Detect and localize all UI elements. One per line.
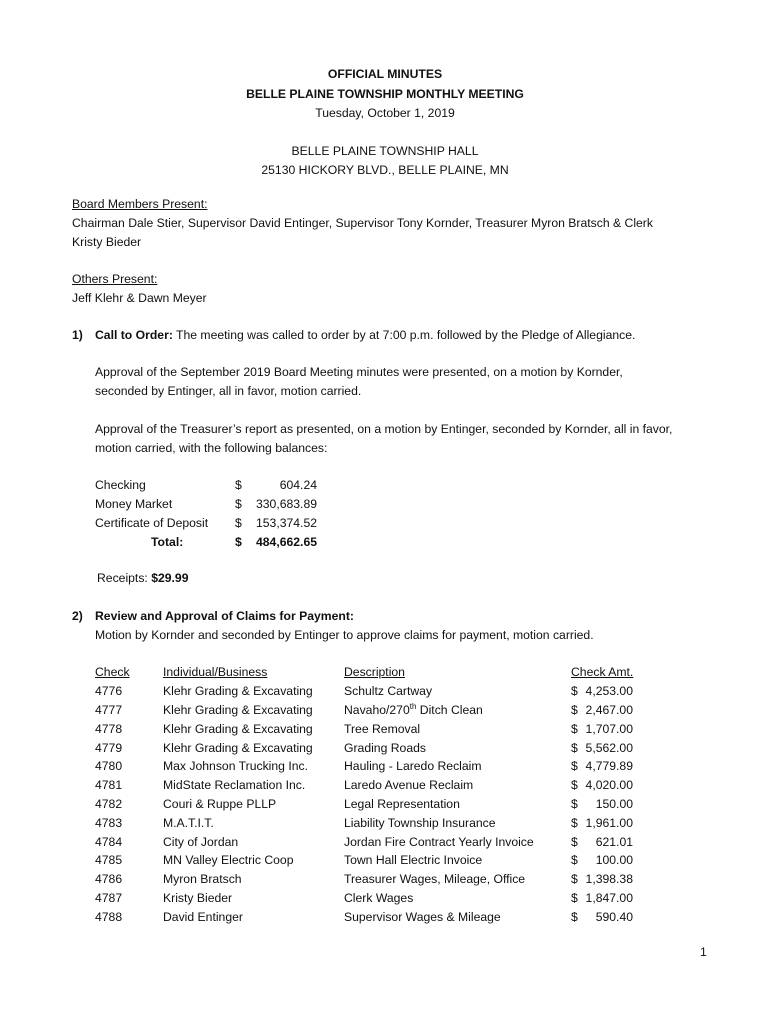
meeting-date: Tuesday, October 1, 2019 xyxy=(315,106,455,120)
amount-cell xyxy=(571,701,651,720)
currency-symbol: $ xyxy=(571,796,578,811)
balance-total-row xyxy=(95,532,317,551)
description: Schultz Cartway xyxy=(344,684,433,699)
amount-cell xyxy=(571,795,651,814)
minutes-approval-line2: seconded by Entinger, all in favor, motion carried. xyxy=(95,384,362,398)
balance-total-currency: $ xyxy=(235,534,242,549)
table-row xyxy=(95,889,651,908)
board-heading: Board Members Present: xyxy=(72,197,208,211)
balance-amount: 153,374.52 xyxy=(256,515,317,530)
check-amount: 2,467.00 xyxy=(585,702,633,717)
check-amount: 1,707.00 xyxy=(585,721,633,736)
table-row xyxy=(95,757,651,776)
description: Jordan Fire Contract Yearly Invoice xyxy=(344,834,534,849)
amount-cell xyxy=(571,719,651,738)
receipts-line xyxy=(97,571,188,585)
check-amount: 4,253.00 xyxy=(585,684,633,699)
check-number: 4787 xyxy=(95,890,123,905)
description: Liability Township Insurance xyxy=(344,815,496,830)
claims-motion-text: Motion by Kornder and seconded by Entinger to approve claims for payment, motion carried. xyxy=(95,628,594,642)
treasurer-approval-line1: Approval of the Treasurer’s report as presented, on a motion by Entinger, seconded by Kornder, all in favor, xyxy=(95,422,673,436)
claims-table xyxy=(95,663,651,926)
table-row xyxy=(95,851,651,870)
payee: M.A.T.I.T. xyxy=(163,815,214,830)
description-suffix: Ditch Clean xyxy=(416,702,483,717)
table-row xyxy=(95,738,651,757)
amount-cell xyxy=(571,813,651,832)
check-amount: 4,779.89 xyxy=(585,759,633,774)
balance-total-label: Total: xyxy=(151,534,184,549)
payee: Klehr Grading & Excavating xyxy=(163,684,313,699)
doc-subtitle: BELLE PLAINE TOWNSHIP MONTHLY MEETING xyxy=(246,87,524,101)
currency-symbol: $ xyxy=(571,740,578,755)
amount-cell xyxy=(571,851,651,870)
description: Legal Representation xyxy=(344,796,460,811)
amount-cell xyxy=(571,832,651,851)
description: Tree Removal xyxy=(344,721,421,736)
check-number: 4784 xyxy=(95,834,123,849)
check-amount: 4,020.00 xyxy=(585,778,633,793)
section2-number: 2) xyxy=(72,609,83,623)
column-header-description: Description xyxy=(344,665,405,680)
payee: Couri & Ruppe PLLP xyxy=(163,796,277,811)
receipts-value: $29.99 xyxy=(151,571,189,585)
payee: Klehr Grading & Excavating xyxy=(163,721,313,736)
amount-cell xyxy=(571,776,651,795)
check-number: 4780 xyxy=(95,759,123,774)
balance-row xyxy=(95,476,317,495)
description: Hauling - Laredo Reclaim xyxy=(344,759,482,774)
column-header-amount: Check Amt. xyxy=(571,665,634,680)
currency-symbol: $ xyxy=(571,759,578,774)
balance-currency: $ xyxy=(235,478,242,493)
table-row xyxy=(95,813,651,832)
currency-symbol: $ xyxy=(571,702,578,717)
call-to-order-paragraph xyxy=(95,328,635,342)
check-number: 4778 xyxy=(95,721,123,736)
balance-label: Checking xyxy=(95,478,146,493)
check-amount: 5,562.00 xyxy=(585,740,633,755)
currency-symbol: $ xyxy=(571,853,578,868)
location-name: BELLE PLAINE TOWNSHIP HALL xyxy=(291,144,479,158)
location-address: 25130 HICKORY BLVD., BELLE PLAINE, MN xyxy=(261,163,509,177)
board-members-line1: Chairman Dale Stier, Supervisor David Entinger, Supervisor Tony Kornder, Treasurer Myron Bratsch & Clerk xyxy=(72,216,653,230)
currency-symbol: $ xyxy=(571,684,578,699)
check-number: 4786 xyxy=(95,872,123,887)
check-amount: 150.00 xyxy=(595,796,633,811)
check-number: 4788 xyxy=(95,909,123,924)
payee: Max Johnson Trucking Inc. xyxy=(163,759,308,774)
others-names: Jeff Klehr & Dawn Meyer xyxy=(72,291,207,305)
description: Town Hall Electric Invoice xyxy=(344,853,483,868)
check-amount: 1,398.38 xyxy=(585,872,633,887)
receipts-label: Receipts: xyxy=(97,571,148,585)
check-amount: 1,961.00 xyxy=(585,815,633,830)
description: Supervisor Wages & Mileage xyxy=(344,909,501,924)
table-row xyxy=(95,795,651,814)
claims-heading: Review and Approval of Claims for Payment: xyxy=(95,609,354,623)
balance-row xyxy=(95,495,317,514)
call-to-order-heading: Call to Order: xyxy=(95,328,173,342)
others-heading: Others Present: xyxy=(72,272,158,286)
payee: David Entinger xyxy=(163,909,243,924)
table-row xyxy=(95,719,651,738)
balances-table xyxy=(95,476,317,551)
amount-cell xyxy=(571,738,651,757)
currency-symbol: $ xyxy=(571,890,578,905)
check-amount: 590.40 xyxy=(595,909,633,924)
check-amount: 621.01 xyxy=(595,834,633,849)
balance-currency: $ xyxy=(235,515,242,530)
description: Treasurer Wages, Mileage, Office xyxy=(344,872,526,887)
balance-row xyxy=(95,514,317,533)
balance-amount: 330,683.89 xyxy=(256,497,317,512)
call-to-order-text: The meeting was called to order by at 7:00 p.m. followed by the Pledge of Allegiance. xyxy=(176,328,636,342)
description-cell xyxy=(344,701,571,720)
currency-symbol: $ xyxy=(571,872,578,887)
page-number: 1 xyxy=(700,945,707,959)
description: Navaho/270 xyxy=(344,702,410,717)
check-amount: 100.00 xyxy=(595,853,633,868)
balance-total-amount: 484,662.65 xyxy=(256,534,317,549)
amount-cell xyxy=(571,889,651,908)
treasurer-approval-line2: motion carried, with the following balances: xyxy=(95,441,328,455)
description: Clerk Wages xyxy=(344,890,414,905)
currency-symbol: $ xyxy=(571,815,578,830)
table-row xyxy=(95,907,651,926)
table-row xyxy=(95,701,651,720)
amount-cell xyxy=(571,757,651,776)
currency-symbol: $ xyxy=(571,909,578,924)
currency-symbol: $ xyxy=(571,721,578,736)
table-row xyxy=(95,870,651,889)
balance-currency: $ xyxy=(235,497,242,512)
check-number: 4785 xyxy=(95,853,123,868)
payee: MidState Reclamation Inc. xyxy=(163,778,306,793)
check-number: 4783 xyxy=(95,815,123,830)
table-row xyxy=(95,682,651,701)
column-header-payee: Individual/Business xyxy=(163,665,268,680)
check-number: 4777 xyxy=(95,702,123,717)
payee: MN Valley Electric Coop xyxy=(163,853,294,868)
amount-cell xyxy=(571,682,651,701)
check-number: 4782 xyxy=(95,796,123,811)
payee: Myron Bratsch xyxy=(163,872,242,887)
description-superscript: th xyxy=(409,701,417,711)
amount-cell xyxy=(571,870,651,889)
currency-symbol: $ xyxy=(571,778,578,793)
board-members-line2: Kristy Bieder xyxy=(72,235,142,249)
balance-label: Certificate of Deposit xyxy=(95,515,209,530)
check-number: 4779 xyxy=(95,740,123,755)
payee: Klehr Grading & Excavating xyxy=(163,702,313,717)
column-header-check: Check xyxy=(95,665,130,680)
payee: Klehr Grading & Excavating xyxy=(163,740,313,755)
description: Laredo Avenue Reclaim xyxy=(344,778,474,793)
check-number: 4776 xyxy=(95,684,123,699)
section1-number: 1) xyxy=(72,328,83,342)
doc-title: OFFICIAL MINUTES xyxy=(327,67,443,81)
check-amount: 1,847.00 xyxy=(585,890,633,905)
claims-header-row xyxy=(95,663,651,682)
description: Grading Roads xyxy=(344,740,426,755)
balance-label: Money Market xyxy=(95,497,173,512)
check-number: 4781 xyxy=(95,778,123,793)
currency-symbol: $ xyxy=(571,834,578,849)
payee: Kristy Bieder xyxy=(163,890,233,905)
table-row xyxy=(95,832,651,851)
table-row xyxy=(95,776,651,795)
minutes-approval-line1: Approval of the September 2019 Board Meeting minutes were presented, on a motion by Kornder, xyxy=(95,365,623,379)
amount-cell xyxy=(571,907,651,926)
balance-amount: 604.24 xyxy=(279,478,317,493)
payee: City of Jordan xyxy=(163,834,239,849)
